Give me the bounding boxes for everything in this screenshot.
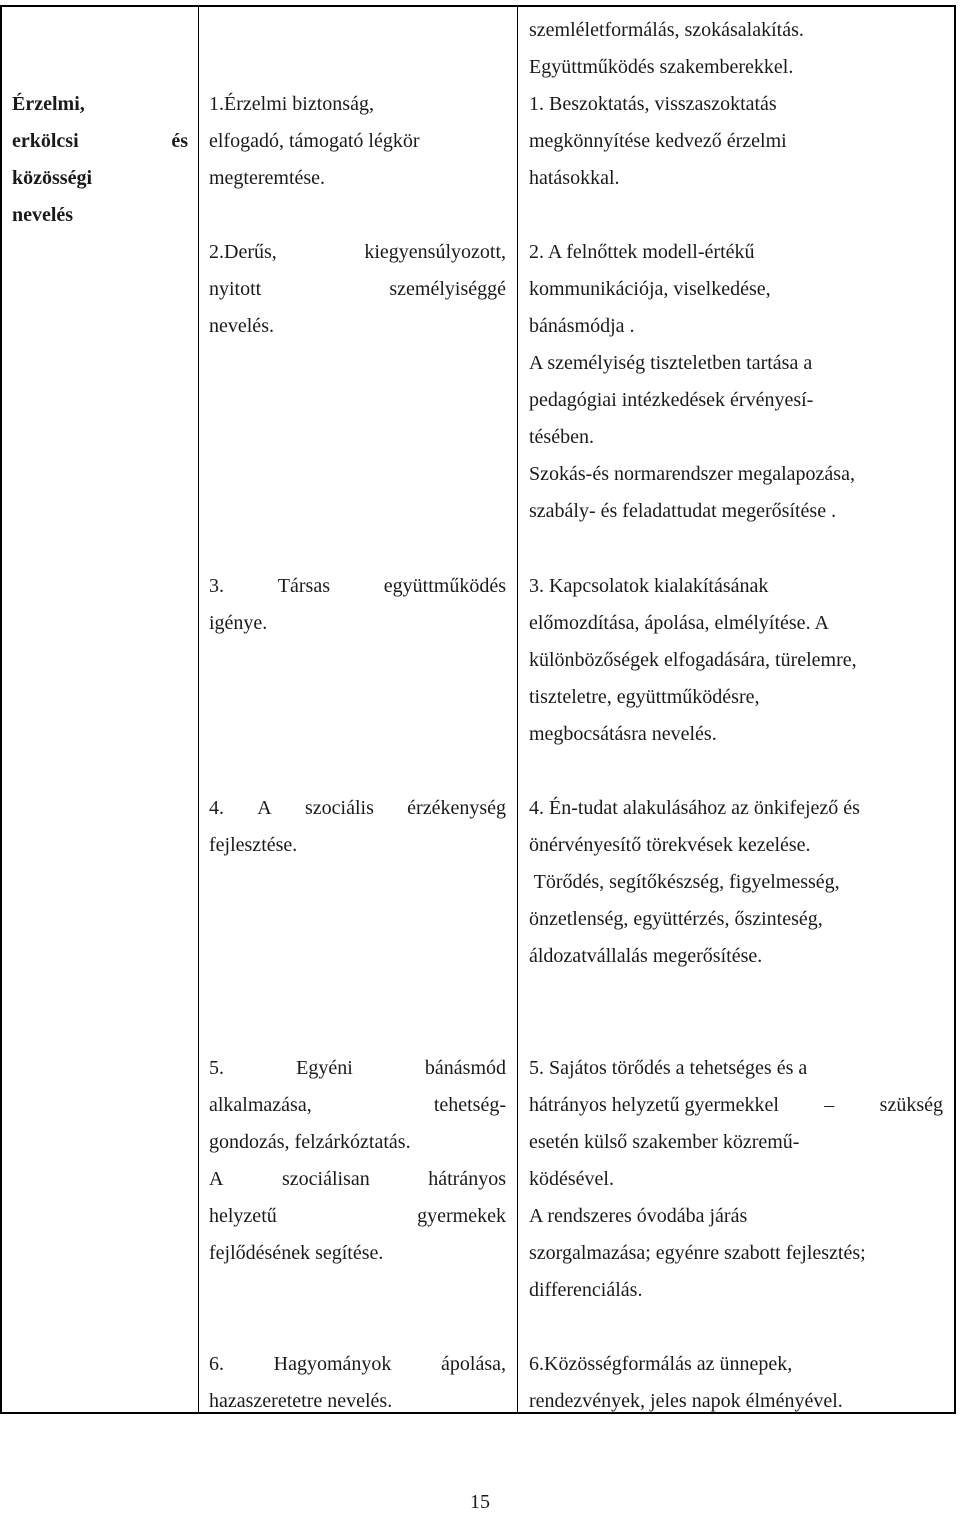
- task-3: 3. Kapcsolatok kialakításának előmozdítása, ápolása, elmélyítése. A különbözőségek elfogadására, türelemre, tiszteletre, együttműködésre, megbocsátásra nevelés.: [529, 575, 857, 745]
- column-divider: [198, 7, 199, 1412]
- area-heading: Érzelmi, erkölcsi és közösségi nevelés: [12, 93, 188, 226]
- goal-1: 1.Érzelmi biztonság, elfogadó, támogató légkör megteremtése.: [209, 93, 420, 189]
- task-2: 2. A felnőttek modell-értékű kommunikációja, viselkedése, bánásmódja . A személyiség tiszteletben tartása a pedagógiai intézkedések érvényesí- tésében. Szokás-és normarendszer megalapozása, szabály- és feladattudat megerősítése .: [529, 241, 855, 522]
- task-6: 6.Közösségformálás az ünnepek, rendezvények, jeles napok élményével.: [529, 1353, 843, 1412]
- goal-3: 3. Társas együttműködés igénye.: [209, 575, 506, 634]
- page-number: 15: [470, 1491, 490, 1513]
- column-divider: [517, 7, 518, 1412]
- task-5: 5. Sajátos törődés a tehetséges és a hátrányos helyzetű gyermekkel – szükség esetén külső szakember közremű- ködésével. A rendszeres óvodába járás szorgalmazása; egyénre szabott fejlesztés; differenciálás.: [529, 1057, 943, 1301]
- goal-2: 2.Derűs, kiegyensúlyozott, nyitott személyiséggé nevelés.: [209, 241, 506, 337]
- task-intro: szemléletformálás, szokásalakítás. Együttműködés szakemberekkel.: [529, 19, 804, 78]
- content-table: [0, 5, 956, 1414]
- goal-4: 4. A szociális érzékenység fejlesztése.: [209, 797, 506, 856]
- goal-5: 5. Egyéni bánásmód alkalmazása, tehetség- gondozás, felzárkóztatás. A szociálisan hátrányos helyzetű gyermekek fejlődésének segítése.: [209, 1057, 506, 1264]
- goal-6: 6. Hagyományok ápolása, hazaszeretetre nevelés.: [209, 1353, 506, 1412]
- task-1: 1. Beszoktatás, visszaszoktatás megkönnyítése kedvező érzelmi hatásokkal.: [529, 93, 787, 189]
- task-4: 4. Én-tudat alakulásához az önkifejező és önérvényesítő törekvések kezelése. Törődés, segítőkészség, figyelmesség, önzetlenség, együttérzés, őszinteség, áldozatvállalás megerősítése.: [529, 797, 860, 967]
